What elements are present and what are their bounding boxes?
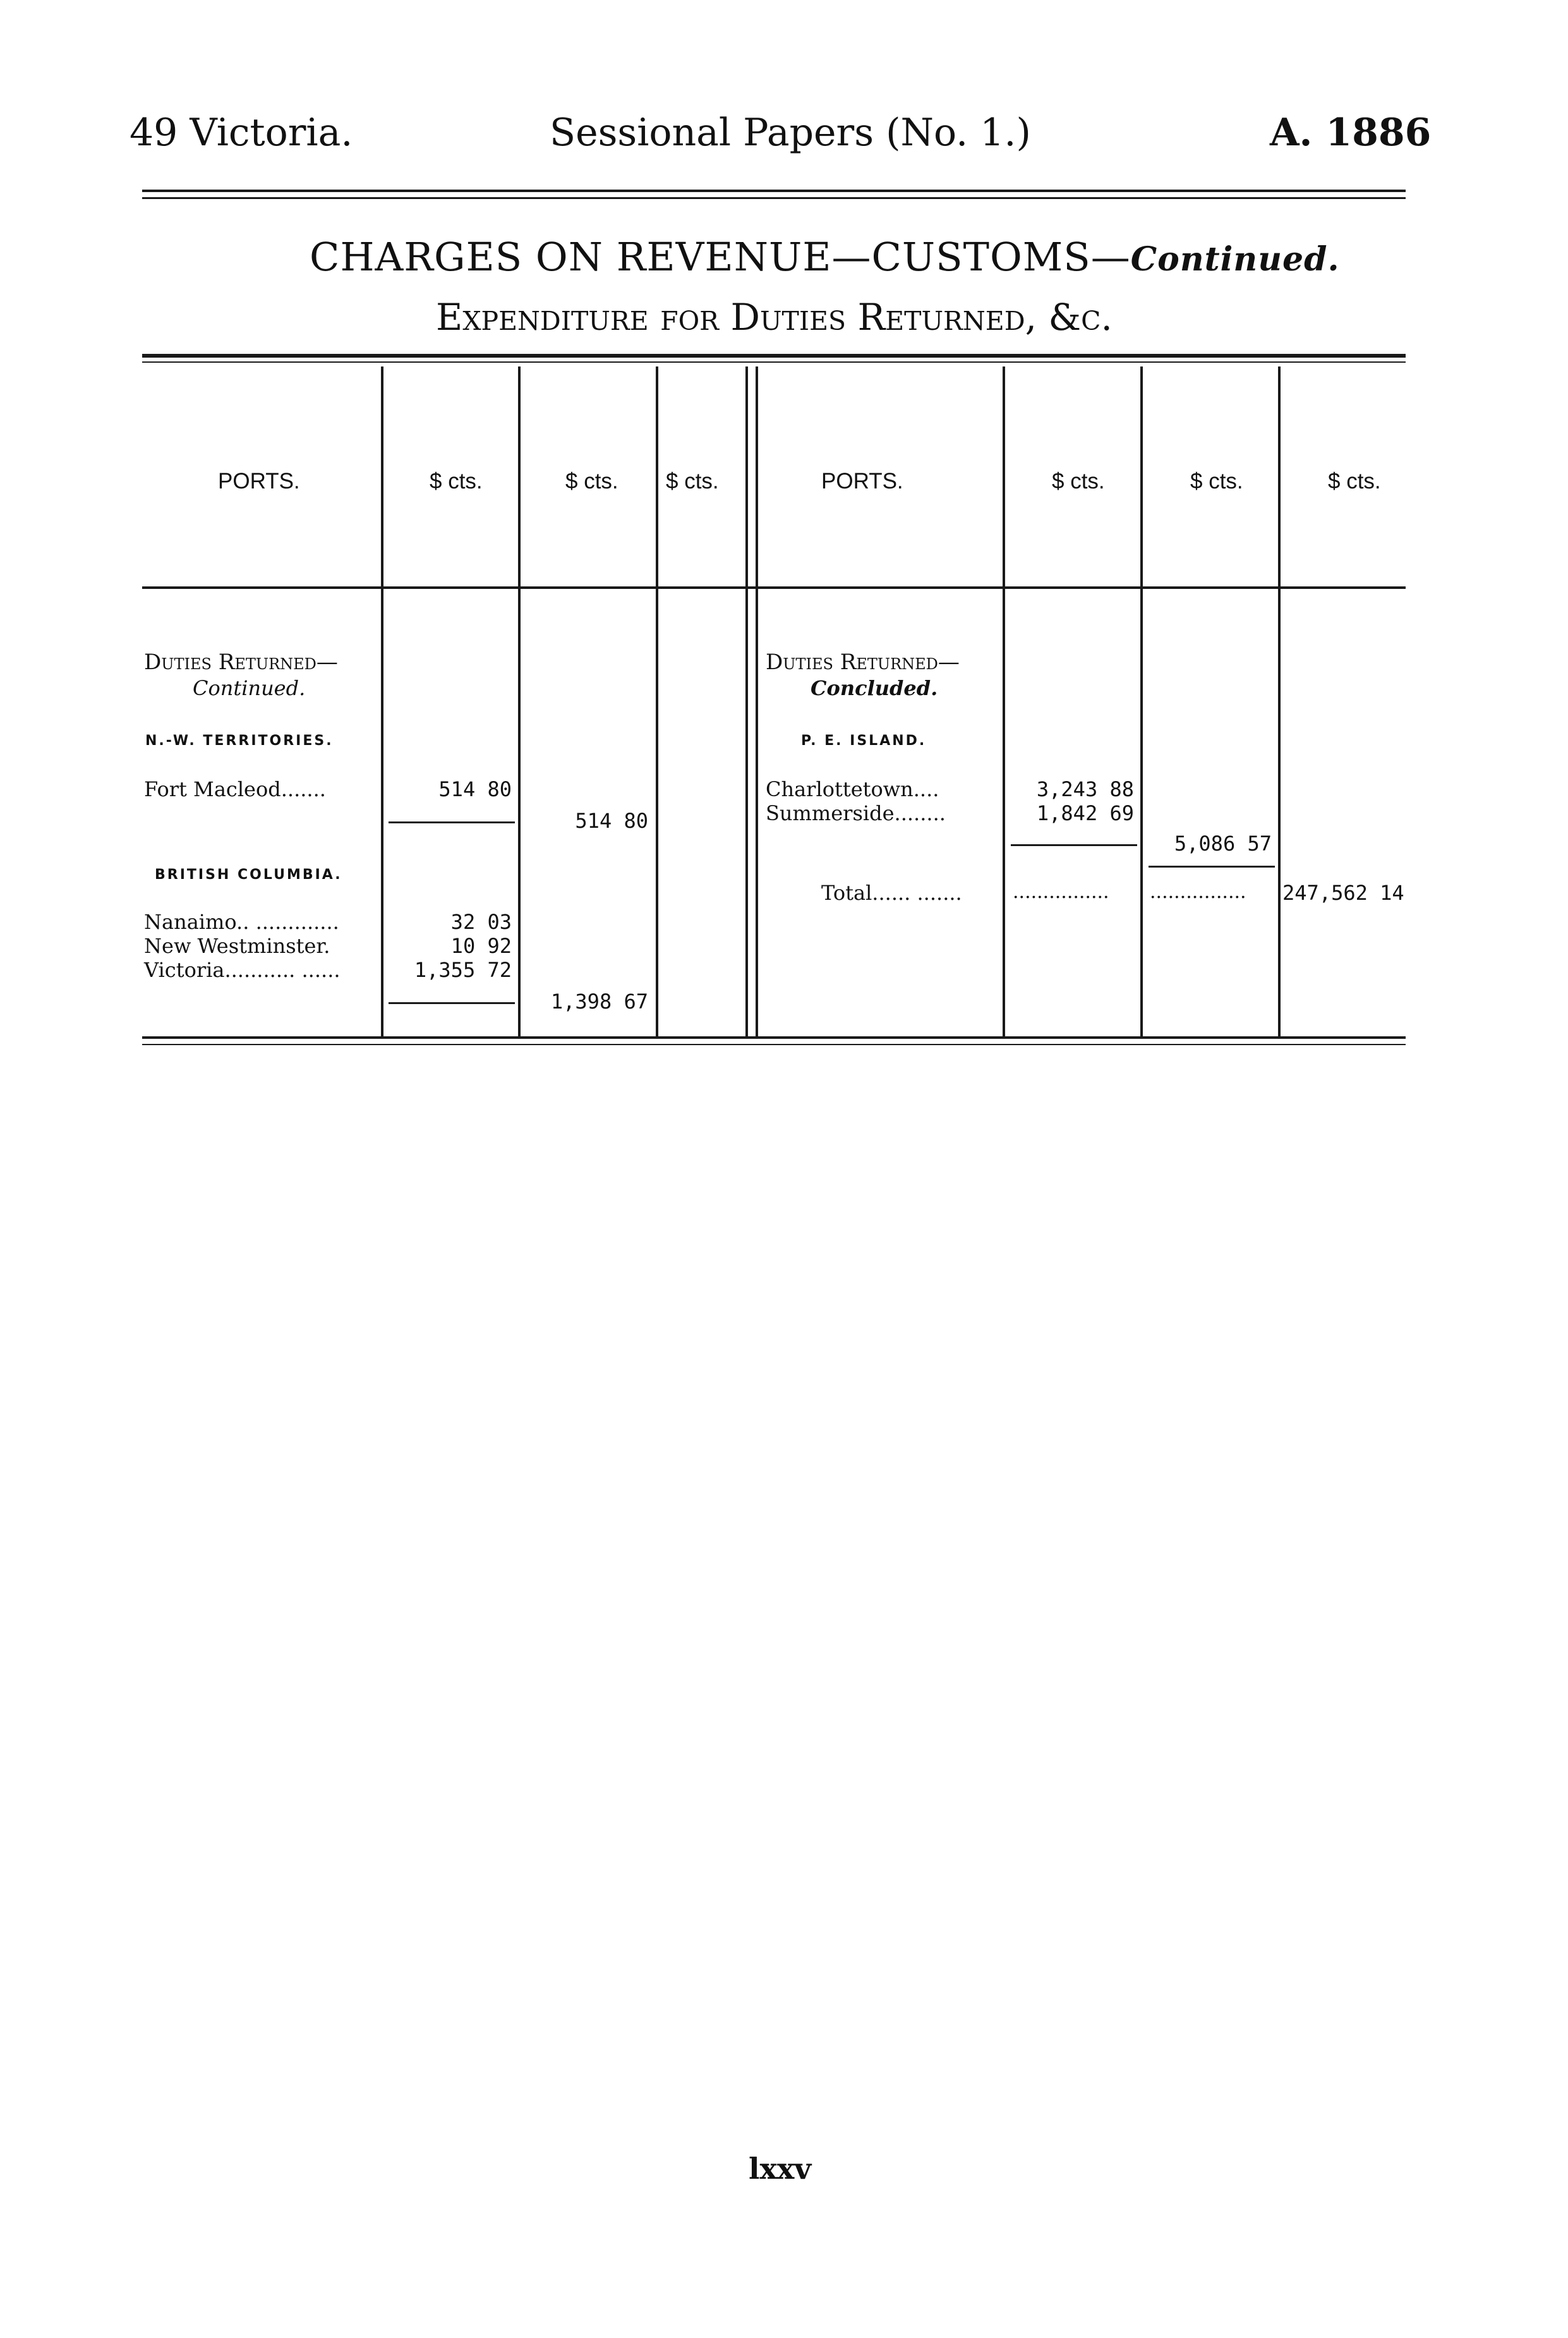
port-name: Charlottetown.... xyxy=(766,777,939,801)
title-main: CHARGES ON REVENUE—CUSTOMS— xyxy=(310,234,1131,280)
group-name: BRITISH COLUMBIA. xyxy=(155,867,342,883)
left-section-title: Duties Returned— xyxy=(144,650,338,675)
col-line xyxy=(745,366,748,1036)
page-number: lxxv xyxy=(749,2152,812,2186)
subtotal-rule xyxy=(1149,866,1275,868)
col-line xyxy=(1278,366,1281,1036)
port-name: Victoria........... ...... xyxy=(144,958,341,982)
table-rule-top-thin xyxy=(142,361,1406,363)
grand-total: 247,562 14 xyxy=(1282,881,1404,905)
table-rule-top xyxy=(142,354,1406,358)
col-header-dollars: $ cts. xyxy=(666,469,719,494)
subtotal-rule xyxy=(389,821,515,823)
port-name: Nanaimo.. ............. xyxy=(144,910,339,934)
page-title xyxy=(310,234,1340,280)
group-name: P. E. ISLAND. xyxy=(801,733,927,749)
subtotal-rule xyxy=(389,1002,515,1004)
subtotal-rule xyxy=(1011,844,1137,846)
port-amount: 32 03 xyxy=(450,910,512,934)
table-rule-bottom-thin xyxy=(142,1044,1406,1045)
port-name: Fort Macleod....... xyxy=(144,777,326,801)
col-line xyxy=(656,366,658,1036)
total-leader-dots: ................ xyxy=(1013,881,1109,903)
col-header-ports: PORTS. xyxy=(821,469,903,494)
port-amount: 1,355 72 xyxy=(414,958,512,982)
port-amount: 514 80 xyxy=(438,777,512,801)
header-rule-top xyxy=(142,190,1406,192)
port-amount: 10 92 xyxy=(450,934,512,958)
group-subtotal: 5,086 57 xyxy=(1174,832,1272,856)
header-year: A. 1886 xyxy=(1270,111,1432,155)
col-line xyxy=(756,366,758,1036)
table-rule-bottom xyxy=(142,1036,1406,1039)
col-line xyxy=(1140,366,1143,1036)
header-session: 49 Victoria. xyxy=(130,111,353,155)
port-amount: 1,842 69 xyxy=(1036,801,1134,825)
total-label: Total...... ....... xyxy=(821,881,962,905)
header-row-rule xyxy=(142,586,1406,589)
title-continued: Continued. xyxy=(1130,240,1340,279)
header-rule-bottom xyxy=(142,197,1406,199)
col-header-dollars: $ cts. xyxy=(430,469,483,494)
left-section-note: Continued. xyxy=(193,676,306,700)
total-leader-dots: ................ xyxy=(1150,881,1246,903)
col-header-dollars: $ cts. xyxy=(1190,469,1243,494)
group-subtotal: 514 80 xyxy=(575,809,648,833)
col-header-dollars: $ cts. xyxy=(565,469,618,494)
port-name: New Westminster. xyxy=(144,934,330,958)
col-header-dollars: $ cts. xyxy=(1052,469,1105,494)
port-amount: 3,243 88 xyxy=(1036,777,1134,801)
right-section-note: Concluded. xyxy=(811,676,938,700)
col-line xyxy=(518,366,521,1036)
col-header-ports: PORTS. xyxy=(218,469,300,494)
page-subtitle: Expenditure for Duties Returned, &c. xyxy=(436,296,1113,339)
col-line xyxy=(1003,366,1005,1036)
port-name: Summerside........ xyxy=(766,801,946,825)
group-subtotal: 1,398 67 xyxy=(550,990,648,1014)
right-section-title: Duties Returned— xyxy=(766,650,960,675)
col-header-dollars: $ cts. xyxy=(1328,469,1381,494)
col-line xyxy=(381,366,383,1036)
header-sessional-papers: Sessional Papers (No. 1.) xyxy=(550,111,1031,155)
group-name: N.-W. TERRITORIES. xyxy=(145,733,334,749)
